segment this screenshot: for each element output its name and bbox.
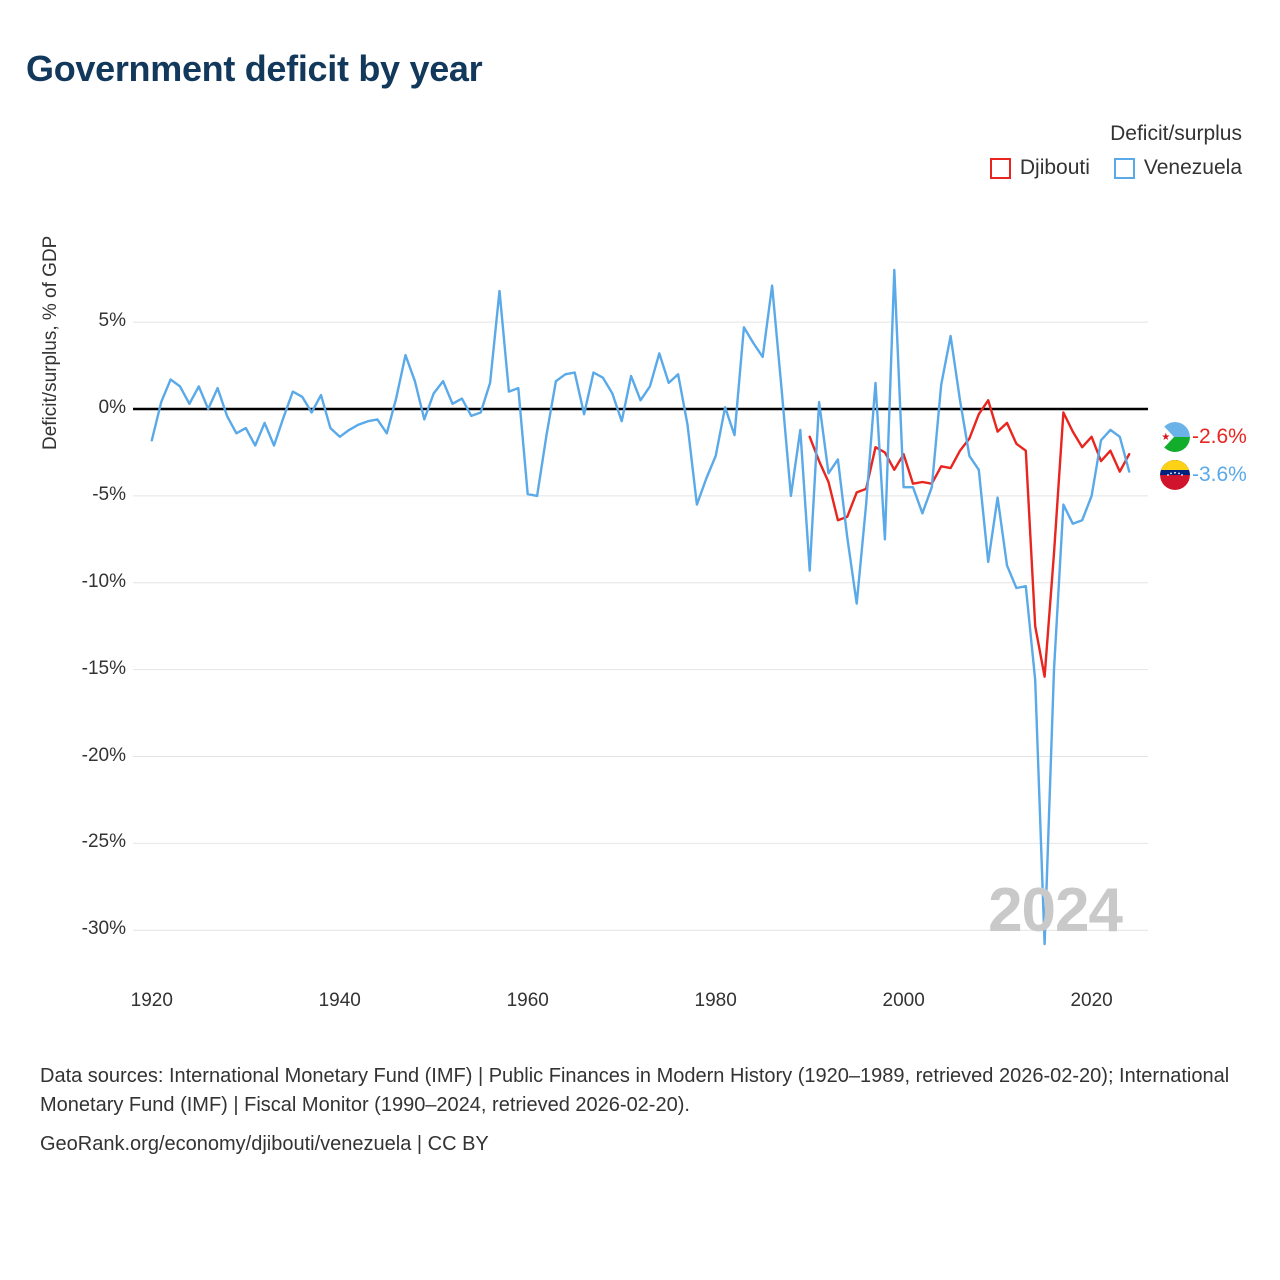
y-tick-label: -25%: [81, 831, 126, 853]
series-line-djibouti: [810, 400, 1129, 676]
y-axis-label: Deficit/surplus, % of GDP: [40, 235, 61, 450]
y-tick-label: -30%: [81, 918, 126, 940]
y-tick-label: 5%: [98, 310, 126, 332]
x-tick-label: 1960: [506, 990, 549, 1011]
year-watermark: 2024: [988, 876, 1122, 945]
y-tick-label: -20%: [81, 744, 126, 766]
y-tick-label: -5%: [92, 483, 126, 505]
credit-line: GeoRank.org/economy/djibouti/venezuela | CC BY: [40, 1133, 489, 1155]
x-tick-label: 2020: [1070, 990, 1113, 1011]
legend-title: Deficit/surplus: [1110, 122, 1242, 145]
page-title: Government deficit by year: [26, 48, 483, 89]
x-tick-label: 1920: [130, 990, 173, 1011]
legend-label-djibouti: Djibouti: [1019, 156, 1090, 179]
venezuela-flag-icon: [1160, 460, 1190, 490]
end-label-djibouti: -2.6%: [1192, 425, 1247, 448]
footer: [40, 1062, 1250, 1159]
end-label-venezuela: -3.6%: [1192, 463, 1247, 486]
y-tick-label: -15%: [81, 657, 126, 679]
data-sources: Data sources: International Monetary Fund (IMF) | Public Finances in Modern History (1920–1989, retrieved 2026-02-20); International Monetary Fund (IMF) | Fiscal Monitor (1990–2024, retrieved 2026-02-20).: [40, 1065, 1230, 1116]
y-tick-label: -10%: [81, 570, 126, 592]
y-tick-label: 0%: [98, 397, 126, 418]
x-tick-label: 1980: [694, 990, 737, 1011]
djibouti-flag-icon: [1160, 422, 1190, 452]
x-tick-label: 1940: [318, 990, 361, 1011]
x-tick-label: 2000: [882, 990, 925, 1011]
legend-label-venezuela: Venezuela: [1143, 156, 1242, 179]
